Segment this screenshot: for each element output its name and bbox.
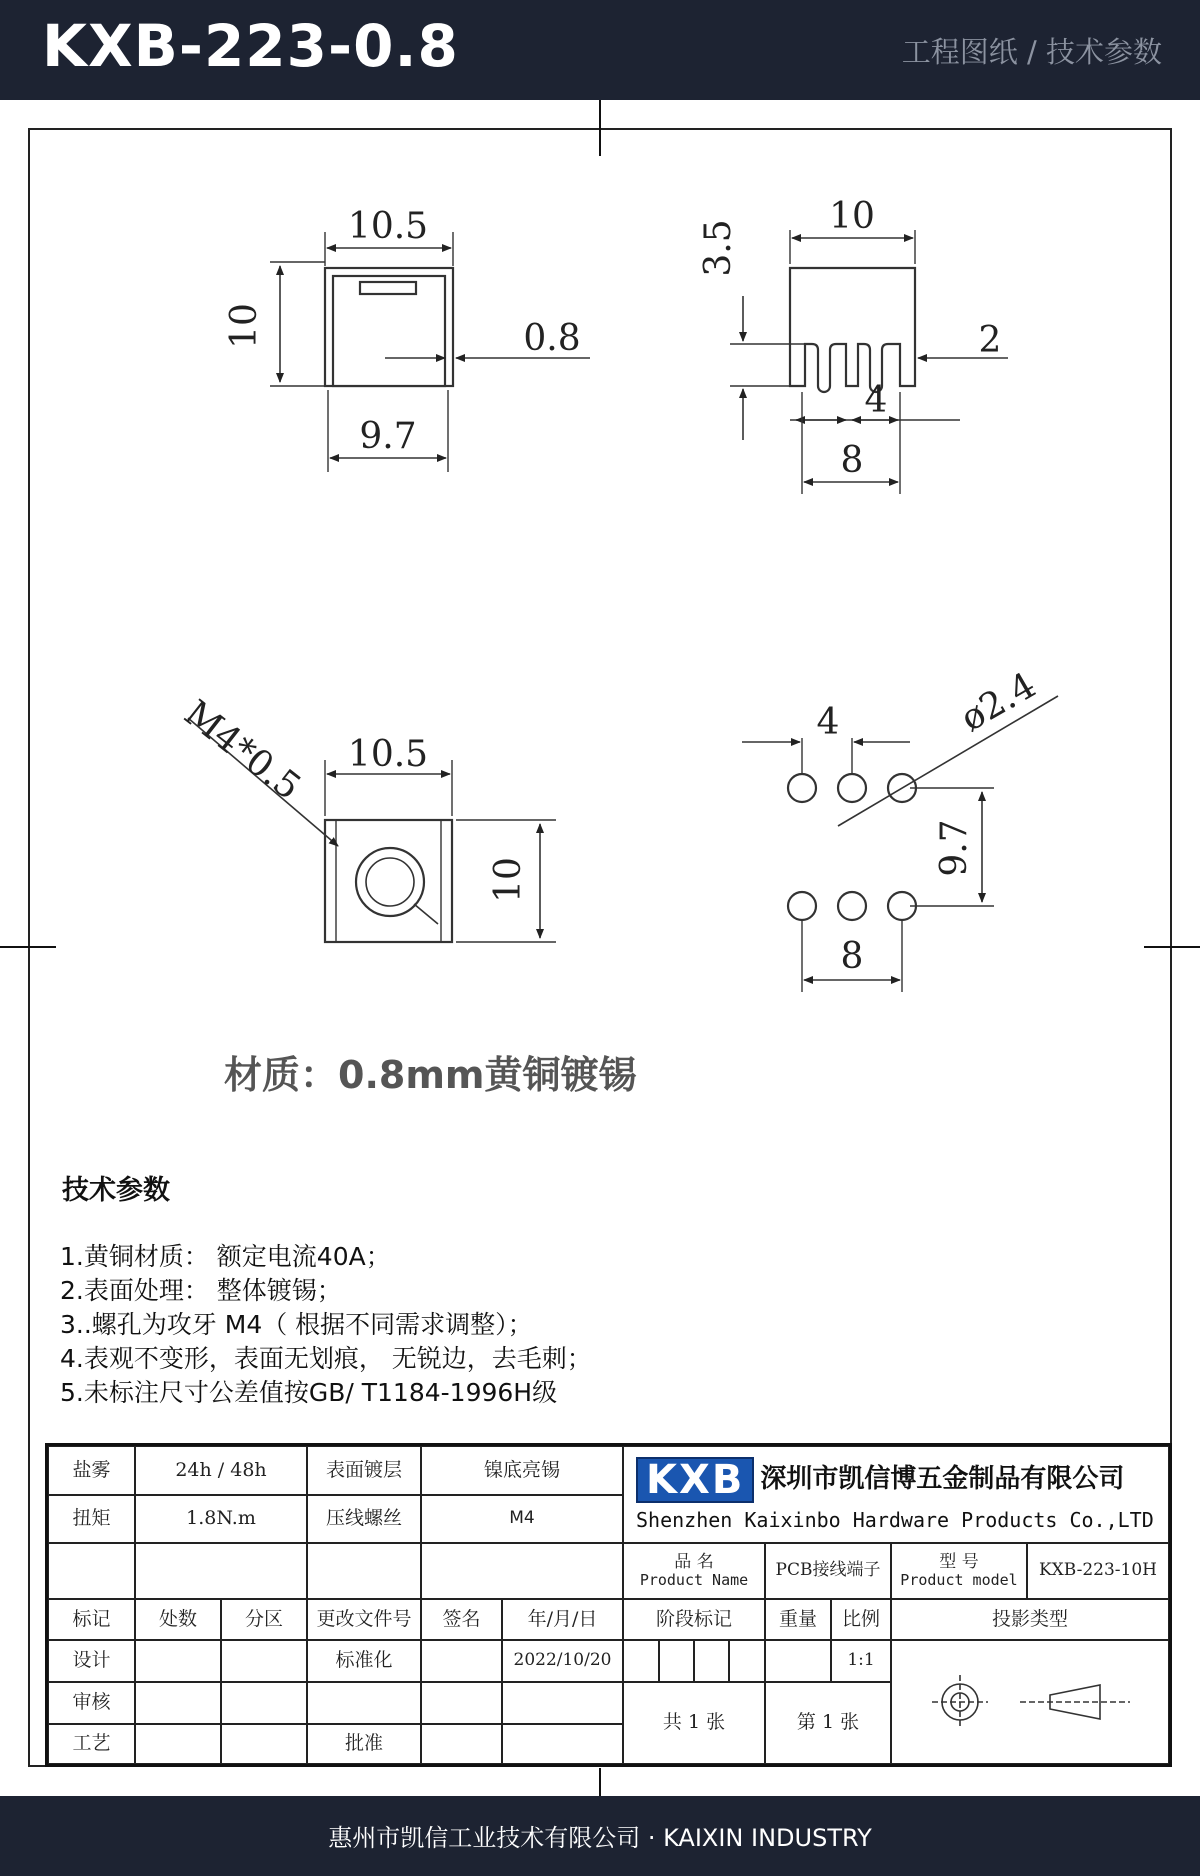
empty-cell <box>502 1724 623 1764</box>
front-view <box>730 230 1008 494</box>
product-name-label <box>623 1543 765 1599</box>
header-zone: 分区 <box>221 1599 307 1640</box>
empty-cell <box>135 1724 221 1764</box>
technical-drawing <box>0 100 1200 1040</box>
header-bar <box>0 0 1200 100</box>
empty-cell <box>307 1543 421 1599</box>
design-label: 设计 <box>48 1640 135 1682</box>
dim-inner-width: 9.7 <box>359 416 417 457</box>
empty-cell <box>421 1543 623 1599</box>
standard-label: 标准化 <box>307 1640 421 1682</box>
projection-symbol <box>891 1640 1169 1764</box>
stage-label: 阶段标记 <box>623 1599 765 1640</box>
dim-hole-span: 8 <box>840 936 864 977</box>
empty-cell <box>135 1543 307 1599</box>
projection-icon <box>910 1667 1150 1737</box>
dim-thread: M4*0.5 <box>176 692 309 809</box>
dim-hole-dia: ø2.4 <box>954 664 1043 740</box>
stage-cell <box>623 1640 659 1682</box>
salt-value: 24h / 48h <box>135 1446 307 1495</box>
process-label: 工艺 <box>48 1724 135 1764</box>
empty-cell <box>421 1724 502 1764</box>
weight-label: 重量 <box>765 1599 831 1640</box>
tech-title: 技术参数 <box>62 1175 170 1206</box>
empty-cell <box>221 1724 307 1764</box>
dim-front-width: 10 <box>829 196 875 237</box>
header-subtitle: 工程图纸 / 技术参数 <box>901 35 1162 69</box>
sheet-number: 第 1 张 <box>765 1682 891 1764</box>
header-date: 年/月/日 <box>502 1599 623 1640</box>
scale-label: 比例 <box>831 1599 891 1640</box>
company-block <box>623 1446 1169 1543</box>
header-change-doc: 更改文件号 <box>307 1599 421 1640</box>
projection-label: 投影类型 <box>891 1599 1169 1640</box>
header-mark: 标记 <box>48 1599 135 1640</box>
tech-list <box>60 1240 592 1410</box>
approve-label: 批准 <box>307 1724 421 1764</box>
empty-cell <box>48 1543 135 1599</box>
empty-cell <box>307 1682 421 1724</box>
plating-label: 表面镀层 <box>307 1446 421 1495</box>
salt-label: 盐雾 <box>48 1446 135 1495</box>
scale-value: 1:1 <box>831 1640 891 1682</box>
center-mark-bottom <box>599 1768 601 1798</box>
screw-label: 压线螺丝 <box>307 1495 421 1543</box>
review-label: 审核 <box>48 1682 135 1724</box>
dim-top-width: 10.5 <box>347 734 429 775</box>
tech-item: 5.未标注尺寸公差值按GB/ T1184-1996H级 <box>60 1378 558 1407</box>
empty-cell <box>221 1640 307 1682</box>
total-sheets: 共 1 张 <box>623 1682 765 1764</box>
tech-item: 1.黄铜材质： 额定电流40A； <box>60 1242 391 1271</box>
dim-side-height: 10 <box>224 303 265 349</box>
company-name-cn: 深圳市凯信博五金制品有限公司 <box>760 1464 1125 1495</box>
dim-row-spacing: 9.7 <box>934 819 975 877</box>
tech-item: 3..螺孔为攻牙 M4（ 根据不同需求调整）； <box>60 1310 533 1339</box>
dim-top-height: 10 <box>488 857 529 903</box>
tech-item: 4.表观不变形，表面无划痕， 无锐边，去毛刺； <box>60 1344 592 1373</box>
tech-item: 2.表面处理： 整体镀锡； <box>60 1276 342 1305</box>
dim-side-width: 10.5 <box>347 206 429 247</box>
dim-pin-span: 8 <box>840 440 864 481</box>
stage-cell <box>694 1640 729 1682</box>
plating-value: 镍底亮锡 <box>421 1446 623 1495</box>
dim-slot-depth: 3.5 <box>698 219 739 277</box>
screw-value: M4 <box>421 1495 623 1543</box>
company-name-en: Shenzhen Kaixinbo Hardware Products Co.,LTD <box>636 1508 1154 1532</box>
header-signature: 签名 <box>421 1599 502 1640</box>
model-cn: 型 号 <box>939 1551 979 1572</box>
kxb-logo: KXB <box>636 1457 754 1503</box>
empty-cell <box>421 1682 502 1724</box>
empty-cell <box>135 1682 221 1724</box>
empty-cell <box>221 1682 307 1724</box>
product-name-cn: 品 名 <box>674 1551 714 1572</box>
empty-cell <box>135 1640 221 1682</box>
model-title: KXB-223-0.8 <box>42 12 459 80</box>
model-value: KXB-223-10H <box>1027 1543 1169 1599</box>
dim-hole-pitch: 4 <box>816 702 840 743</box>
model-label <box>891 1543 1027 1599</box>
torque-value: 1.8N.m <box>135 1495 307 1543</box>
footer-bar <box>0 1796 1200 1876</box>
dim-thickness: 0.8 <box>523 318 581 359</box>
product-name-en: Product Name <box>639 1571 749 1590</box>
product-name-value: PCB接线端子 <box>765 1543 891 1599</box>
dim-slot-width: 2 <box>978 320 1002 361</box>
empty-cell <box>502 1682 623 1724</box>
title-block <box>45 1443 1172 1767</box>
footer-text: 惠州市凯信工业技术有限公司 · KAIXIN INDUSTRY <box>328 1824 872 1852</box>
stage-cell <box>729 1640 765 1682</box>
weight-value <box>765 1640 831 1682</box>
header-count: 处数 <box>135 1599 221 1640</box>
date-value: 2022/10/20 <box>502 1640 623 1682</box>
model-en: Product model <box>900 1571 1018 1590</box>
pcb-hole-view <box>742 696 1058 992</box>
empty-cell <box>421 1640 502 1682</box>
material-note: 材质：0.8mm黄铜镀锡 <box>224 1053 637 1097</box>
dim-pin-pitch: 4 <box>864 380 888 421</box>
torque-label: 扭矩 <box>48 1495 135 1543</box>
stage-cell <box>659 1640 694 1682</box>
